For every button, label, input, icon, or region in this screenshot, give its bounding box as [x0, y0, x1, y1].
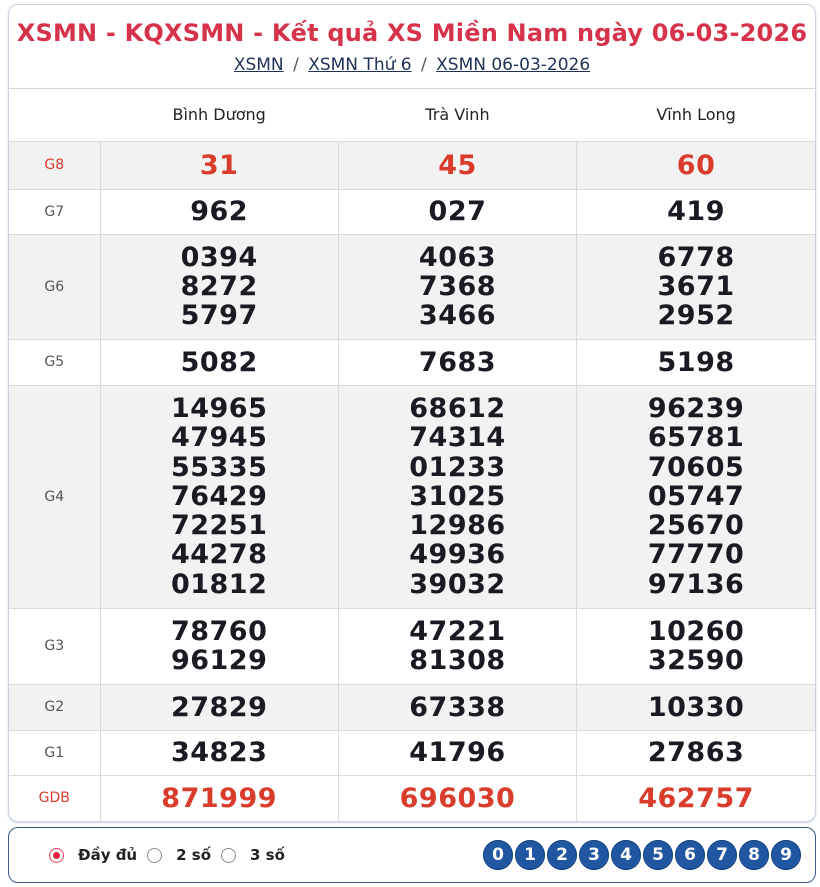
digit-filter-button-5[interactable]: 5 — [643, 840, 673, 870]
table-row-g5 — [9, 339, 815, 385]
result-number: 39032 — [409, 568, 506, 600]
digit-filter-button-4[interactable]: 4 — [611, 840, 641, 870]
table-row-g2 — [9, 684, 815, 730]
radio-label: 2 số — [176, 846, 212, 864]
result-number: 10260 — [647, 615, 745, 647]
result-number: 49936 — [409, 539, 506, 571]
result-number: 14965 — [170, 392, 268, 424]
results-panel — [8, 4, 816, 822]
breadcrumb-link-xsmn-thu-6[interactable]: XSMN Thứ 6 — [308, 55, 412, 75]
result-number: 25670 — [647, 510, 745, 542]
result-cell — [577, 608, 815, 684]
result-number: 27863 — [647, 737, 745, 768]
result-number: 77770 — [647, 539, 745, 571]
result-number: 12986 — [409, 510, 506, 542]
result-number: 65781 — [647, 422, 745, 454]
prize-label: G2 — [9, 684, 100, 730]
digit-filter-button-7[interactable]: 7 — [707, 840, 737, 870]
result-number: 31 — [199, 149, 239, 181]
result-number: 45 — [438, 149, 477, 181]
result-number: 7368 — [418, 270, 497, 302]
result-number: 10330 — [647, 691, 745, 723]
jackpot-number: 462757 — [638, 782, 754, 814]
prize-label: G1 — [9, 730, 100, 775]
result-number: 96239 — [647, 392, 745, 424]
result-cell — [100, 684, 338, 730]
result-number: 97136 — [647, 568, 745, 600]
result-cell — [100, 775, 338, 821]
breadcrumb-separator: / — [421, 55, 427, 75]
result-number: 01812 — [170, 568, 268, 600]
result-number: 76429 — [170, 480, 268, 512]
radio-unchecked-icon[interactable] — [147, 848, 162, 863]
result-number: 60 — [676, 149, 716, 181]
result-number: 5082 — [180, 346, 258, 378]
result-number: 70605 — [647, 451, 745, 483]
result-number: 81308 — [409, 645, 506, 676]
result-number: 55335 — [170, 451, 268, 483]
digit-filter-button-9[interactable]: 9 — [771, 840, 801, 870]
result-cell — [577, 189, 815, 234]
breadcrumb-separator: / — [293, 55, 299, 75]
result-cell — [577, 684, 815, 730]
display-mode-radio-group — [9, 846, 295, 864]
result-cell — [100, 339, 338, 385]
radio-checked-icon[interactable] — [49, 848, 64, 863]
result-number: 47221 — [409, 615, 506, 647]
result-number: 72251 — [170, 510, 268, 542]
result-number: 6778 — [657, 241, 735, 273]
radio-label: 3 số — [250, 846, 285, 864]
digit-filter-button-0[interactable]: 0 — [483, 840, 513, 870]
table-row-gdb — [9, 775, 815, 821]
results-table — [9, 89, 815, 821]
prize-label: G4 — [9, 385, 100, 608]
display-options-bar — [8, 827, 816, 883]
prize-label: G3 — [9, 608, 100, 684]
prize-label: G7 — [9, 189, 100, 234]
result-number: 3466 — [418, 300, 497, 332]
table-row-g8 — [9, 141, 815, 189]
result-number: 67338 — [409, 691, 506, 723]
digit-filter-group — [483, 840, 801, 870]
radio-full[interactable] — [49, 846, 137, 864]
result-cell — [100, 141, 338, 189]
result-number: 2952 — [657, 300, 735, 332]
jackpot-number: 871999 — [161, 782, 278, 814]
result-cell — [338, 775, 576, 821]
digit-filter-button-2[interactable]: 2 — [547, 840, 577, 870]
table-row-g7 — [9, 189, 815, 234]
result-cell — [338, 234, 576, 339]
breadcrumb-link-xsmn[interactable]: XSMN — [233, 55, 284, 75]
result-cell — [338, 339, 576, 385]
prize-label: GDB — [9, 775, 100, 821]
table-row-g6 — [9, 234, 815, 339]
result-number: 5797 — [180, 300, 258, 332]
result-cell — [577, 385, 815, 608]
result-number: 419 — [667, 196, 726, 227]
breadcrumb-link-xsmn-date[interactable]: XSMN 06-03-2026 — [436, 55, 591, 75]
result-number: 05747 — [647, 480, 745, 512]
result-cell — [577, 775, 815, 821]
result-cell — [100, 730, 338, 775]
result-cell — [577, 730, 815, 775]
page-title: XSMN - KQXSMN - Kết quả XS Miền Nam ngày 06-03-2026 — [16, 19, 808, 47]
radio-unchecked-icon[interactable] — [221, 848, 236, 863]
province-header: Vĩnh Long — [577, 89, 815, 141]
result-cell — [100, 385, 338, 608]
province-header: Bình Dương — [100, 89, 338, 141]
radio-2-digits[interactable] — [147, 846, 211, 864]
digit-filter-button-1[interactable]: 1 — [515, 840, 545, 870]
result-number: 78760 — [170, 615, 268, 647]
result-number: 96129 — [170, 645, 268, 676]
breadcrumb — [9, 54, 815, 76]
prize-label: G6 — [9, 234, 100, 339]
result-number: 32590 — [647, 645, 745, 676]
result-number: 3671 — [657, 270, 735, 302]
corner-cell — [9, 89, 100, 141]
result-cell — [338, 385, 576, 608]
table-row-g3 — [9, 608, 815, 684]
result-cell — [338, 608, 576, 684]
result-number: 027 — [428, 196, 487, 227]
result-number: 01233 — [409, 451, 506, 483]
radio-label: Đầy đủ — [78, 846, 138, 864]
result-cell — [100, 189, 338, 234]
prize-label: G5 — [9, 339, 100, 385]
result-number: 44278 — [170, 539, 268, 571]
digit-filter-button-3[interactable]: 3 — [579, 840, 609, 870]
result-number: 0394 — [180, 241, 258, 273]
jackpot-number: 696030 — [399, 782, 516, 814]
result-cell — [338, 684, 576, 730]
result-cell — [338, 141, 576, 189]
table-row-g1 — [9, 730, 815, 775]
result-cell — [577, 234, 815, 339]
result-number: 8272 — [180, 270, 258, 302]
digit-filter-button-8[interactable]: 8 — [739, 840, 769, 870]
result-number: 34823 — [170, 737, 268, 768]
result-cell — [100, 234, 338, 339]
digit-filter-button-6[interactable]: 6 — [675, 840, 705, 870]
result-number: 41796 — [409, 737, 506, 768]
province-header: Trà Vinh — [338, 89, 576, 141]
result-number: 31025 — [409, 480, 506, 512]
result-cell — [577, 339, 815, 385]
result-number: 74314 — [409, 422, 506, 454]
result-number: 27829 — [170, 691, 268, 723]
result-number: 962 — [190, 196, 249, 227]
result-cell — [100, 608, 338, 684]
result-number: 4063 — [418, 241, 497, 273]
result-number: 5198 — [657, 346, 735, 378]
result-number: 47945 — [170, 422, 268, 454]
table-header-row — [9, 89, 815, 141]
prize-label: G8 — [9, 141, 100, 189]
result-cell — [338, 730, 576, 775]
result-number: 68612 — [409, 392, 506, 424]
result-cell — [577, 141, 815, 189]
result-cell — [338, 189, 576, 234]
radio-3-digits[interactable] — [221, 846, 285, 864]
result-number: 7683 — [418, 346, 497, 378]
table-row-g4 — [9, 385, 815, 608]
title-area — [9, 5, 815, 89]
